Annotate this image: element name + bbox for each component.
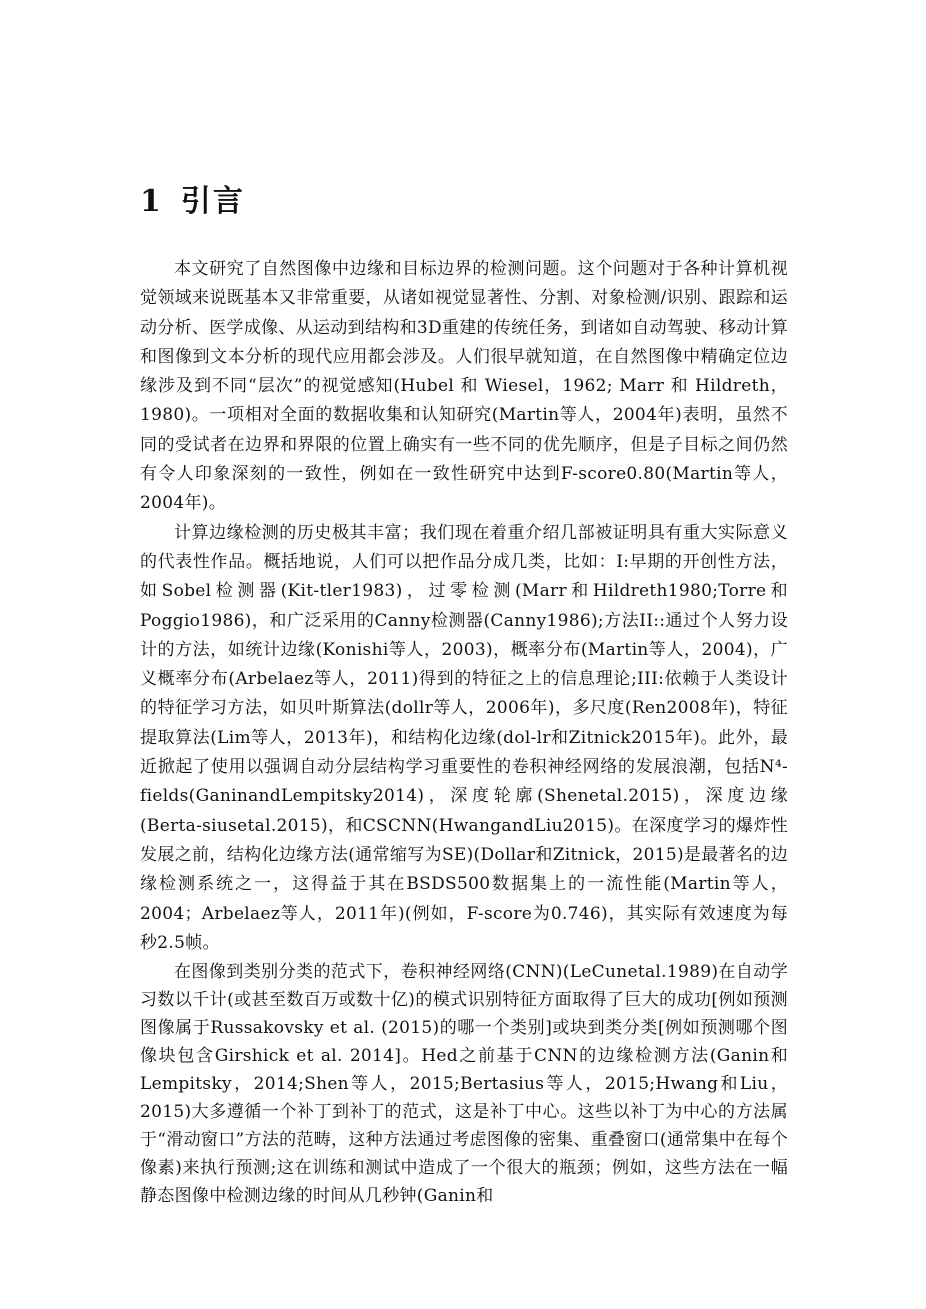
section-title: 引言 [180, 184, 245, 219]
paragraph-2: 计算边缘检测的历史极其丰富；我们现在着重介绍几部被证明具有重大实际意义的代表性作品。概括地说，人们可以把作品分成几类，比如：I:早期的开创性方法，如Sobel检测器(Kit-tler1983)，过零检测(Marr和Hildreth1980;Torre和Poggio1986)，和广泛采用的Canny检测器(Canny1986);方法II::通过个人努力设计的方法，如统计边缘(Konishi等人，2003)，概率分布(Martin等人，2004)，广义概率分布(Arbelaez等人，2011)得到的特征之上的信息理论;III:依赖于人类设计的特征学习方法，如贝叶斯算法(dollr等人，2006年)，多尺度(Ren2008年)，特征提取算法(Lim等人，2013年)，和结构化边缘(dol-lr和Zitnick2015年)。此外，最近掀起了使用以强调自动分层结构学习重要性的卷积神经网络的发展浪潮，包括N⁴-fields(GaninandLempitsky2014)，深度轮廓(Shenetal.2015)，深度边缘(Berta-siusetal.2015)，和CSCNN(HwangandLiu2015)。在深度学习的爆炸性发展之前，结构化边缘方法(通常缩写为SE)(Dollar和Zitnick，2015)是最著名的边缘检测系统之一，这得益于其在BSDS500数据集上的一流性能(Martin等人，2004；Arbelaez等人，2011年)(例如，F-score为0.746)，其实际有效速度为每秒2.5帧。 [140, 522, 788, 953]
section-number: 1 [140, 184, 163, 219]
paragraph-3: 在图像到类别分类的范式下，卷积神经网络(CNN)(LeCunetal.1989)在自动学习数以千计(或甚至数百万或数十亿)的模式识别特征方面取得了巨大的成功[例如预测图像属于Russakovsky et al. (2015)的哪一个类别]或块到类分类[例如预测哪个图像块包含Girshick et al. 2014]。Hed之前基于CNN的边缘检测方法(Ganin和Lempitsky，2014;Shen等人，2015;Bertasius等人，2015;Hwang和Liu，2015)大多遵循一个补丁到补丁的范式，这是补丁中心。这些以补丁为中心的方法属于“滑动窗口”方法的范畴，这种方法通过考虑图像的密集、重叠窗口(通常集中在每个像素)来执行预测;这在训练和测试中造成了一个很大的瓶颈；例如，这些方法在一幅静态图像中检测边缘的时间从几秒钟(Ganin和 [140, 962, 788, 1207]
body-text [140, 255, 788, 1210]
paragraph-1: 本文研究了自然图像中边缘和目标边界的检测问题。这个问题对于各种计算机视觉领域来说既基本又非常重要，从诸如视觉显著性、分割、对象检测/识别、跟踪和运动分析、医学成像、从运动到结构和3D重建的传统任务，到诸如自动驾驶、移动计算和图像到文本分析的现代应用都会涉及。人们很早就知道，在自然图像中精确定位边缘涉及到不同“层次”的视觉感知(Hubel 和 Wiesel，1962; Marr 和 Hildreth，1980)。一项相对全面的数据收集和认知研究(Martin等人，2004年)表明，虽然不同的受试者在边界和界限的位置上确实有一些不同的优先顺序，但是子目标之间仍然有令人印象深刻的一致性，例如在一致性研究中达到F-score0.80(Martin等人，2004年)。 [140, 259, 788, 514]
section-heading [140, 176, 245, 220]
